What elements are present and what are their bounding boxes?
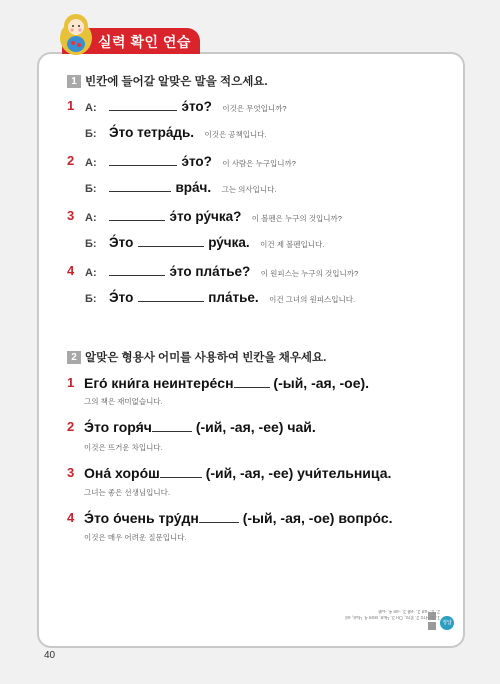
question-text: э́то? xyxy=(181,99,212,114)
s1-q4-line-a xyxy=(85,263,358,281)
answer-blank[interactable] xyxy=(109,100,177,111)
s1-q1-number: 1 xyxy=(67,98,75,113)
speaker-b: Б: xyxy=(85,238,97,250)
speaker-a: A: xyxy=(85,102,97,114)
sentence-start: Э́то горя́ч xyxy=(84,419,152,435)
s2-q4-translation: 이것은 매우 어려운 질문입니다. xyxy=(84,533,187,542)
sentence-start: Она́ хоро́ш xyxy=(84,465,160,481)
s1-q2-number: 2 xyxy=(67,153,75,168)
s1-q1-line-b xyxy=(85,124,267,142)
s2-q4-number: 4 xyxy=(67,510,75,525)
answer-key-line-1: 1. 1. Что 2. Кто, Он 3. Чья, моя 4. Чьё, её xyxy=(344,614,440,620)
question-translation: 이 볼펜은 누구의 것입니까? xyxy=(251,214,342,223)
answer-blank[interactable] xyxy=(109,265,165,276)
answer-text: пла́тье. xyxy=(208,290,259,305)
speaker-a: A: xyxy=(85,157,97,169)
answer-blank[interactable] xyxy=(138,291,204,302)
sentence-end: (-ый, -ая, -ое). xyxy=(273,375,370,391)
s2-q3-translation: 그녀는 좋은 선생님입니다. xyxy=(84,488,170,497)
s1-q2-line-b xyxy=(85,179,276,197)
sentence-end: (-ий, -ая, -ее) учи́тельница. xyxy=(205,465,392,481)
answer-translation: 그는 의사입니다. xyxy=(221,185,277,194)
answer-blank[interactable] xyxy=(199,511,239,523)
answer-text: ру́чка. xyxy=(208,235,250,250)
section2-title: 알맞은 형용사 어미를 사용하여 빈칸을 채우세요. xyxy=(85,352,327,364)
s1-q3-line-b xyxy=(85,234,324,252)
answer-translation: 이건 그녀의 원피스입니다. xyxy=(269,295,356,304)
answer-blank[interactable] xyxy=(138,236,204,247)
s2-q1-sentence xyxy=(84,375,369,391)
s1-q1-line-a xyxy=(85,98,287,116)
answer-blank[interactable] xyxy=(152,420,192,432)
speaker-a: A: xyxy=(85,267,97,279)
section1-number: 1 xyxy=(67,75,81,88)
sentence-end: (-ый, -ая, -ое) вопро́с. xyxy=(242,510,393,526)
s1-q4-number: 4 xyxy=(67,263,75,278)
speaker-b: Б: xyxy=(85,293,97,305)
section1-title: 빈칸에 들어갈 알맞은 말을 적으세요. xyxy=(85,76,268,88)
section1-heading xyxy=(67,73,268,89)
answer-blank[interactable] xyxy=(109,181,171,192)
answer-translation: 이건 제 볼펜입니다. xyxy=(260,240,325,249)
matryoshka-icon xyxy=(56,10,96,56)
s2-q2-translation: 이것은 뜨거운 차입니다. xyxy=(84,443,163,452)
answer-text: Э́то тетра́дь. xyxy=(109,125,194,140)
answer-key-badge: 정답 xyxy=(440,616,454,630)
answer-blank[interactable] xyxy=(160,466,202,478)
answer-translation: 이것은 공책입니다. xyxy=(204,130,267,139)
s1-q2-line-a xyxy=(85,153,296,171)
speaker-b: Б: xyxy=(85,183,97,195)
answer-prefix: Э́то xyxy=(109,290,134,305)
question-text: э́то пла́тье? xyxy=(169,264,251,279)
section2-heading xyxy=(67,349,326,365)
s1-q3-number: 3 xyxy=(67,208,75,223)
answer-key-line-2: 2. 1. -ая 2. -ий 3. -ая 4. -ый xyxy=(378,608,440,614)
answer-text: вра́ч. xyxy=(175,180,212,195)
s2-q1-translation: 그의 책은 재미없습니다. xyxy=(84,397,163,406)
s1-q3-line-a xyxy=(85,208,342,226)
section2-number: 2 xyxy=(67,351,81,364)
banner-title: 실력 확인 연습문제 xyxy=(98,34,191,70)
s2-q2-number: 2 xyxy=(67,419,75,434)
s2-q3-sentence xyxy=(84,465,391,481)
sentence-start: Э́то о́чень тру́дн xyxy=(84,510,199,526)
answer-blank[interactable] xyxy=(109,155,177,166)
question-text: э́то ру́чка? xyxy=(169,209,242,224)
s2-q4-sentence xyxy=(84,510,393,526)
answer-blank[interactable] xyxy=(109,210,165,221)
answer-key-text xyxy=(300,608,440,620)
s1-q4-line-b xyxy=(85,289,355,307)
s2-q1-number: 1 xyxy=(67,375,75,390)
sentence-start: Его́ кни́га неинтере́сн xyxy=(84,375,234,391)
s2-q3-number: 3 xyxy=(67,465,75,480)
question-text: э́то? xyxy=(181,154,212,169)
speaker-a: A: xyxy=(85,212,97,224)
s2-q2-sentence xyxy=(84,419,316,435)
sentence-end: (-ий, -ая, -ее) чай. xyxy=(195,419,316,435)
answer-prefix: Э́то xyxy=(109,235,134,250)
question-translation: 이 원피스는 누구의 것입니까? xyxy=(260,269,359,278)
speaker-b: Б: xyxy=(85,128,97,140)
question-translation: 이것은 무엇입니까? xyxy=(222,104,287,113)
question-translation: 이 사람은 누구입니까? xyxy=(222,159,296,168)
answer-blank[interactable] xyxy=(234,376,270,388)
page-number: 40 xyxy=(44,650,56,661)
